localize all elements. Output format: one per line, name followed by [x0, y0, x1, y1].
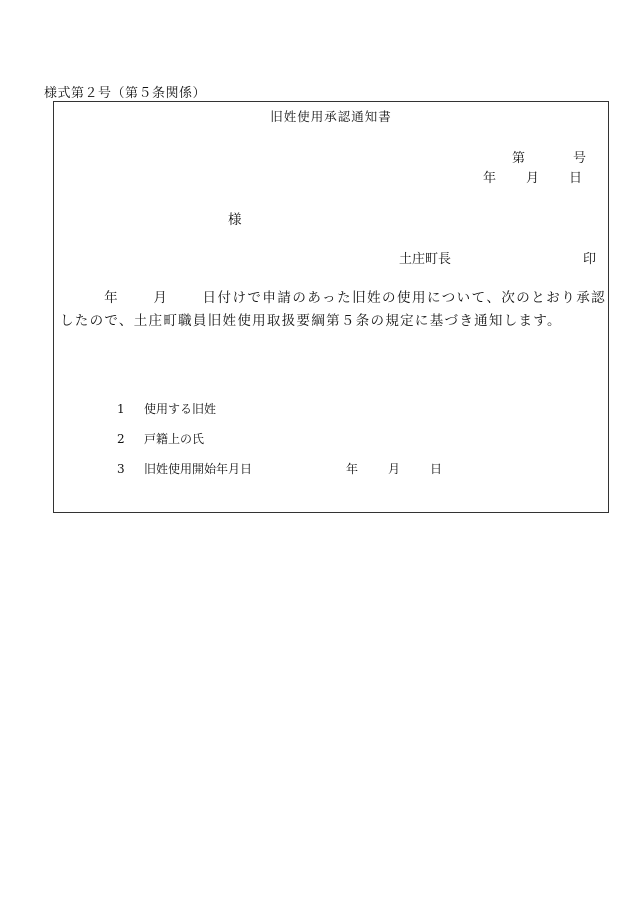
sender-name: 土庄町長 — [399, 252, 452, 267]
document-title: 旧姓使用承認通知書 — [270, 109, 392, 124]
item-number: 2 — [117, 432, 125, 446]
start-year: 年 — [346, 462, 359, 476]
start-day: 日 — [430, 462, 443, 476]
list-item — [117, 400, 216, 417]
addressee-suffix: 様 — [228, 212, 242, 228]
number-go: 号 — [572, 151, 586, 166]
number-dai: 第 — [511, 151, 525, 166]
body-month: 月 — [153, 290, 169, 306]
item-number: 1 — [117, 402, 125, 416]
seal-mark: 印 — [582, 252, 596, 267]
item-label: 旧姓使用開始年月日 — [144, 462, 253, 476]
list-item — [117, 430, 204, 447]
body-text: 日付けで申請のあった旧姓の使用について、次のとおり承認したので、土庄町職員旧姓使用取扱要綱第５条の規定に基づき通知します。 — [60, 290, 606, 329]
notice-frame — [53, 101, 609, 513]
item-label: 使用する旧姓 — [144, 402, 217, 416]
issue-year: 年 — [482, 171, 496, 186]
start-date-fields — [346, 460, 442, 477]
issue-date — [483, 167, 582, 186]
item-label: 戸籍上の氏 — [144, 432, 205, 446]
issue-day: 日 — [568, 171, 582, 186]
start-month: 月 — [388, 462, 401, 476]
body-year: 年 — [104, 290, 120, 306]
document-number — [512, 147, 586, 166]
form-number-label: 様式第２号（第５条関係） — [44, 86, 207, 101]
item-number: 3 — [117, 462, 125, 476]
issue-month: 月 — [525, 171, 539, 186]
notice-body — [60, 287, 606, 333]
list-item — [117, 460, 442, 477]
